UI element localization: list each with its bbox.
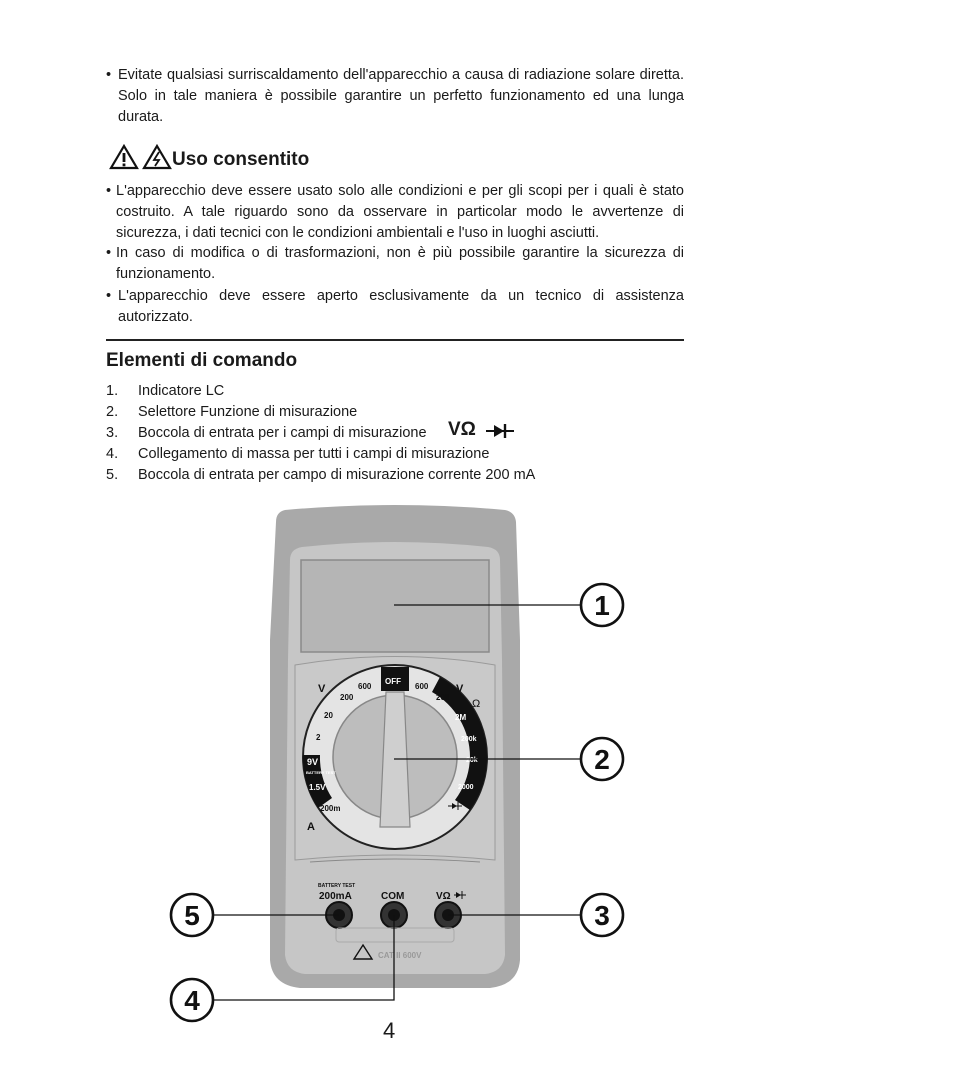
- list-item: Boccola di entrata per i campi di misurazione: [138, 425, 427, 441]
- svg-text:3: 3: [594, 900, 610, 931]
- svg-text:BATTERY TEST: BATTERY TEST: [306, 770, 336, 775]
- svg-text:BATTERY TEST: BATTERY TEST: [318, 883, 356, 889]
- use-bullet-1: L'apparecchio deve essere usato solo alle condizioni e per gli scopi per i quali è stato costruito. A tale riguardo sono da osservare in particolar modo le avvertenze di sicurezza, i dati tecnici con le condizioni ambientali e l'uso in luoghi asciutti.: [116, 183, 684, 241]
- callout-1: [581, 584, 623, 626]
- volt-ohm-symbol: VΩ: [448, 419, 476, 440]
- dial-label-dca: A: [307, 821, 315, 833]
- lcd-display: [301, 560, 489, 652]
- use-bullet-2: In caso di modifica o di trasformazioni, non è più possibile garantire la sicurezza di funzionamento.: [116, 245, 684, 282]
- jack-label-com: COM: [381, 891, 405, 902]
- intro-paragraph: Evitate qualsiasi surriscaldamento dell'apparecchio a causa di radiazione solare diretta. Solo in tale maniera è possibile garantire un perfetto funzionamento ed una lunga durata.: [118, 67, 684, 125]
- list-item-number: 5.: [106, 467, 119, 483]
- heading-uso-consentito: Uso consentito: [172, 149, 310, 170]
- svg-text:4: 4: [184, 985, 200, 1016]
- callout-5: [171, 894, 213, 936]
- svg-text:600: 600: [415, 682, 429, 691]
- svg-text:200: 200: [436, 693, 450, 702]
- list-item: Selettore Funzione di misurazione: [138, 404, 358, 420]
- page-number: 4: [383, 1018, 396, 1043]
- list-item-number: 2.: [106, 404, 119, 420]
- dial-label-off: OFF: [385, 677, 401, 686]
- jack-label-200ma: 200mA: [319, 891, 352, 902]
- callout-4: [171, 979, 213, 1021]
- svg-text:Ω: Ω: [472, 698, 481, 710]
- bullet-dot: •: [106, 183, 112, 199]
- svg-text:2000: 2000: [458, 784, 474, 791]
- bullet-dot: •: [106, 288, 112, 304]
- list-item: Boccola di entrata per campo di misurazione corrente 200 mA: [138, 467, 536, 483]
- svg-text:9V: 9V: [307, 757, 319, 767]
- heading-elementi-di-comando: Elementi di comando: [106, 350, 298, 371]
- list-item: Indicatore LC: [138, 383, 225, 399]
- list-item-number: 1.: [106, 383, 119, 399]
- list-item-number: 4.: [106, 446, 119, 462]
- jack-label-vohm: VΩ: [436, 891, 451, 902]
- svg-text:1.5V: 1.5V: [309, 783, 326, 792]
- use-bullet-3: L'apparecchio deve essere aperto esclusivamente da un tecnico di assistenza autorizzato.: [118, 288, 684, 325]
- dial-label-dcv: V: [318, 683, 326, 695]
- svg-text:2: 2: [594, 744, 610, 775]
- bullet-dot: •: [106, 67, 112, 83]
- callout-3: [581, 894, 623, 936]
- svg-text:200: 200: [340, 693, 354, 702]
- svg-text:5: 5: [184, 900, 200, 931]
- svg-text:20: 20: [324, 711, 333, 720]
- svg-text:200m: 200m: [320, 804, 341, 813]
- svg-text:20k: 20k: [466, 757, 478, 764]
- svg-text:2M: 2M: [455, 713, 467, 722]
- svg-text:2: 2: [316, 733, 321, 742]
- svg-text:600: 600: [358, 682, 372, 691]
- svg-text:200k: 200k: [461, 736, 477, 743]
- callout-2: [581, 738, 623, 780]
- list-item-number: 3.: [106, 425, 119, 441]
- bullet-dot: •: [106, 245, 112, 261]
- svg-text:1: 1: [594, 590, 610, 621]
- rating-label: CAT II 600V: [378, 951, 422, 960]
- list-item: Collegamento di massa per tutti i campi di misurazione: [138, 446, 490, 462]
- dial-label-acv: V: [456, 683, 464, 695]
